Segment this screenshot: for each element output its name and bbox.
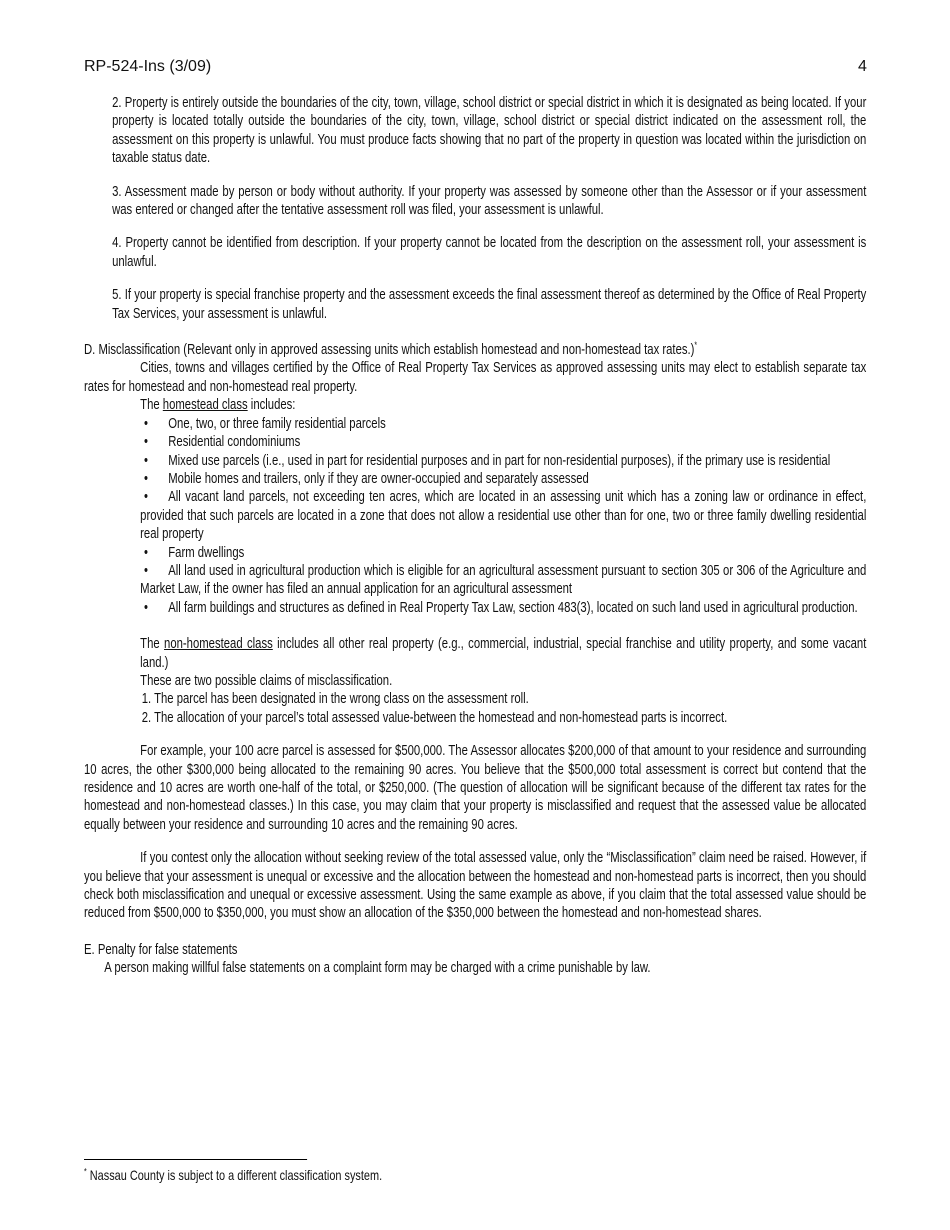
- list-item: [140, 452, 866, 470]
- section-e-text: A person making willful false statements on a complaint form may be charged with a crime punishable by law.: [104, 960, 651, 977]
- text: includes:: [247, 397, 296, 414]
- list-item: [140, 433, 866, 451]
- non-homestead-class-term: non-homestead class: [164, 636, 273, 653]
- section-d-heading: [84, 341, 866, 359]
- list-item: [140, 562, 866, 599]
- text: The: [140, 397, 163, 414]
- footnote-area: [84, 1159, 866, 1184]
- list-item-text: Mixed use parcels (i.e., used in part for residential purposes and in part for non-residential purposes), if the primary use is residential: [168, 452, 831, 469]
- paragraph-unlawful-2: 2. Property is entirely outside the boundaries of the city, town, village, school district or special district in which it is designated as being located. If your property is located totally outside the boundaries of the city, town, village, school district or special district indicated on the assessment roll, the assessment on this property is unlawful. You must produce facts showing that no part of the property in question was located within the jurisdiction on taxable status date.: [112, 95, 867, 167]
- list-item-text: Mobile homes and trailers, only if they are owner-occupied and separately assessed: [168, 470, 589, 487]
- text: The: [140, 636, 165, 653]
- bullet-icon: •: [144, 599, 149, 616]
- spacer: [84, 978, 866, 1159]
- section-e-heading: E. Penalty for false statements: [84, 941, 238, 958]
- footnote-divider: [84, 1159, 307, 1160]
- page-number: 4: [858, 58, 867, 75]
- list-item: [140, 415, 866, 433]
- claim-2: 2. The allocation of your parcel’s total assessed value-between the homestead and non-homestead parts is incorrect.: [141, 709, 728, 726]
- bullet-icon: •: [144, 415, 149, 432]
- list-item-text: All farm buildings and structures as defined in Real Property Tax Law, section 483(3), located on such land used in agricultural production.: [168, 599, 858, 616]
- homestead-class-term: homestead class: [162, 397, 248, 414]
- claims-intro: These are two possible claims of misclassification.: [140, 672, 393, 689]
- document-body: [84, 94, 866, 1184]
- footnote-text: Nassau County is subject to a different classification system.: [86, 1167, 383, 1183]
- footnote-mark: *: [84, 1166, 87, 1177]
- claim-1: 1. The parcel has been designated in the wrong class on the assessment roll.: [141, 691, 529, 708]
- homestead-bullet-list: [140, 415, 866, 617]
- homestead-class-intro: [140, 396, 866, 414]
- bullet-icon: •: [144, 562, 149, 579]
- section-d-heading-text: D. Misclassification (Relevant only in approved assessing units which establish homestead and non-homestead tax rates.): [84, 342, 695, 359]
- form-id: RP-524-Ins (3/09): [84, 58, 212, 75]
- list-item: [140, 544, 866, 562]
- list-item: [140, 599, 866, 617]
- list-item-text: Farm dwellings: [168, 544, 245, 561]
- list-item: [140, 488, 866, 543]
- list-item-text: Residential condominiums: [168, 434, 301, 451]
- bullet-icon: •: [144, 452, 149, 469]
- example-paragraph: For example, your 100 acre parcel is assessed for $500,000. The Assessor allocates $200,000 of that amount to your residence and surrounding 10 acres, the other $300,000 being allocated to the remaining 90 acres. You believe that the $500,000 total assessment is correct but contend that the residence and 10 acres are worth one-half of the total, or $250,000. (The question of allocation will be significant because of the different tax rates for the homestead and non-homestead classes.) In this case, you may claim that your property is misclassified and request that the assessed value be allocated equally between your residence and surrounding 10 acres and the remaining 90 acres.: [84, 743, 867, 833]
- non-homestead-class-paragraph: [140, 635, 866, 672]
- list-item-text: One, two, or three family residential parcels: [168, 415, 386, 432]
- footnote-mark: *: [694, 340, 698, 351]
- paragraph-unlawful-5: 5. If your property is special franchise property and the assessment exceeds the final assessment thereof as determined by the Office of Real Property Tax Services, your assessment is unlawful.: [112, 287, 867, 322]
- paragraph-unlawful-3: 3. Assessment made by person or body without authority. If your property was assessed by someone other than the Assessor or if your assessment was entered or changed after the tentative assessment roll was filed, your assessment is unlawful.: [112, 183, 867, 219]
- list-item-text: All land used in agricultural production which is eligible for an agricultural assessment pursuant to section 305 or 306 of the Agriculture and Market Law, if the owner has filed an annual application for an agricultural assessment: [140, 562, 867, 598]
- contest-paragraph: If you contest only the allocation without seeking review of the total assessed value, only the “Misclassification” claim need be raised. However, if you believe that your assessment is unequal or excessive and the allocation between the homestead and non-homestead parts is incorrect, then you should check both misclassification and unequal or excessive assessment. Using the same example as above, if you claim that the total assessed value should be reduced from $500,000 to $350,000, you must show an allocation of the $350,000 between the homestead and non-homestead shares.: [84, 850, 867, 922]
- bullet-icon: •: [144, 544, 149, 561]
- bullet-icon: •: [144, 489, 149, 506]
- section-d-intro: Cities, towns and villages certified by the Office of Real Property Tax Services as approved assessing units may elect to establish separate tax rates for homestead and non-homestead real property.: [84, 360, 867, 395]
- paragraph-unlawful-4: 4. Property cannot be identified from description. If your property cannot be located from the description on the assessment roll, your assessment is unlawful.: [112, 235, 867, 270]
- list-item-text: All vacant land parcels, not exceeding ten acres, which are located in an assessing unit which has a zoning law or ordinance in effect, provided that such parcels are located in a zone that does not allow a residential use other than for one, two or three family dwelling residential real property: [140, 489, 867, 543]
- bullet-icon: •: [144, 470, 149, 487]
- list-item: [140, 470, 866, 488]
- text: includes all other real property (e.g., commercial, industrial, special franchise and utility property, and some vacant land.): [140, 636, 867, 671]
- footnote: [84, 1166, 866, 1184]
- bullet-icon: •: [144, 434, 149, 451]
- main-content: [84, 94, 866, 978]
